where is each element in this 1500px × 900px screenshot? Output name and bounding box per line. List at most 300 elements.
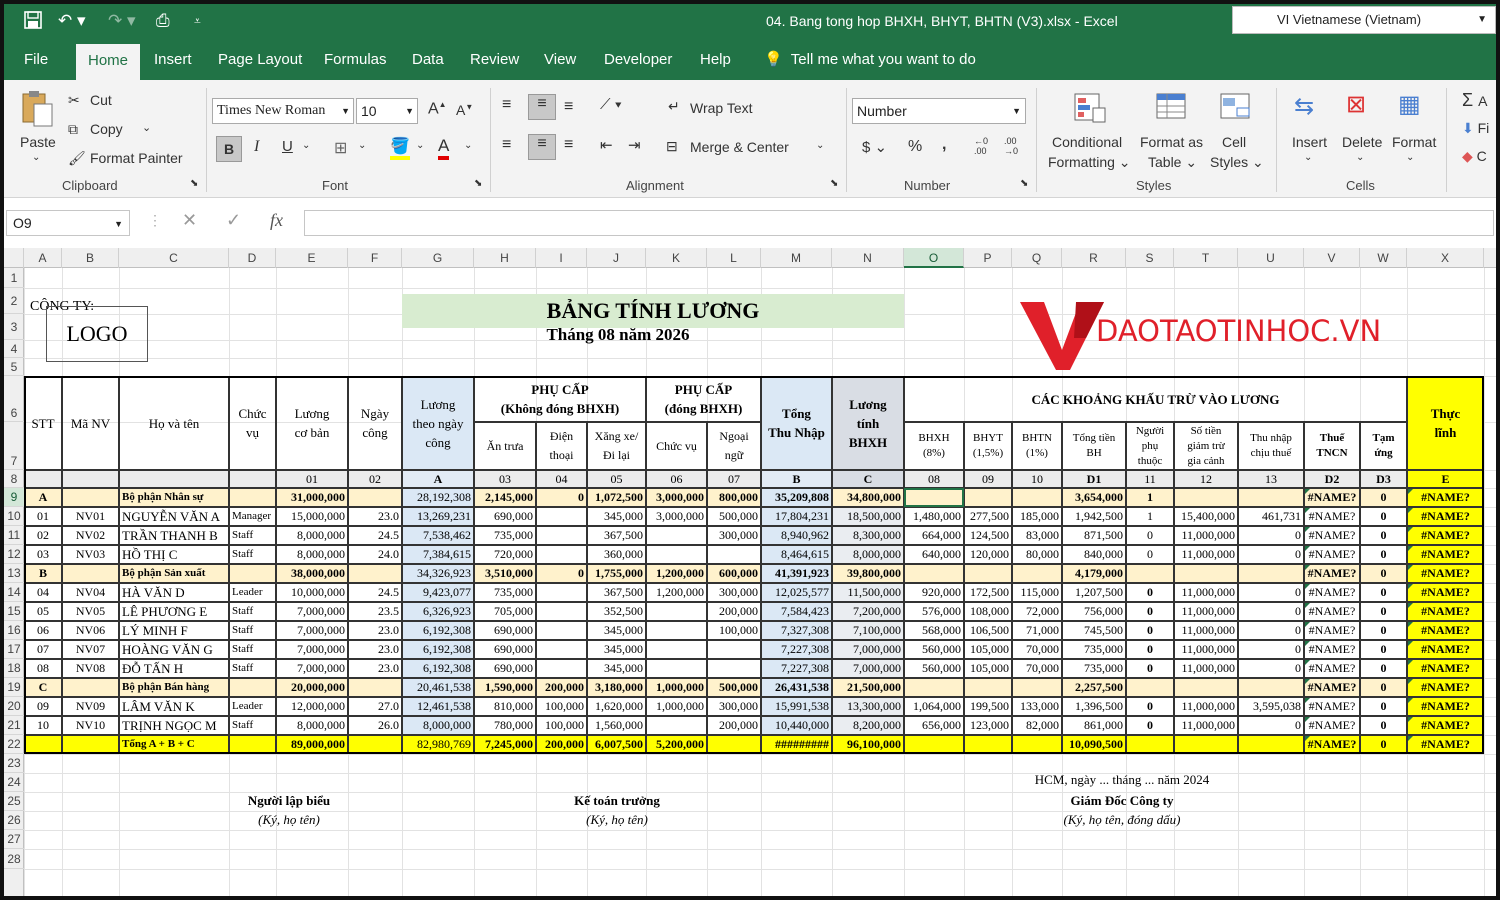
data-cell[interactable]: 0 — [1126, 526, 1174, 545]
data-cell[interactable]: 0 — [1360, 659, 1407, 678]
clear-icon[interactable]: ◆ C — [1462, 148, 1487, 164]
data-cell[interactable]: 05 — [24, 602, 62, 621]
data-cell[interactable]: #NAME? — [1304, 697, 1360, 716]
data-cell[interactable]: 72,000 — [1012, 602, 1062, 621]
data-cell[interactable]: 6,192,308 — [402, 640, 474, 659]
wrap-text-button[interactable]: Wrap Text — [690, 100, 753, 116]
data-cell[interactable]: #NAME? — [1304, 659, 1360, 678]
dialog-launcher-icon[interactable]: ⬊ — [474, 178, 483, 189]
data-cell[interactable]: 1,072,500 — [587, 488, 646, 507]
data-cell[interactable]: 9,423,077 — [402, 583, 474, 602]
data-cell[interactable]: 200,000 — [536, 735, 587, 754]
data-cell[interactable]: 8,000,000 — [832, 545, 904, 564]
code-cell[interactable]: 03 — [474, 470, 536, 488]
data-cell[interactable]: 0 — [1360, 697, 1407, 716]
data-cell[interactable]: 0 — [1126, 716, 1174, 735]
data-cell[interactable] — [1174, 735, 1238, 754]
row-header-17[interactable]: 17 — [4, 640, 24, 659]
data-cell[interactable]: HOÀNG VĂN G — [119, 640, 229, 659]
data-cell[interactable]: NV03 — [62, 545, 119, 564]
data-cell[interactable]: 24.0 — [348, 545, 402, 564]
data-cell[interactable]: 71,000 — [1012, 621, 1062, 640]
decrease-decimal-icon[interactable]: .00 →0 — [1004, 136, 1019, 156]
row-header-21[interactable]: 21 — [4, 716, 24, 735]
data-cell[interactable]: 0 — [1238, 526, 1304, 545]
data-cell[interactable]: 7,227,308 — [761, 659, 832, 678]
cell-styles-icon[interactable] — [1218, 92, 1254, 126]
data-cell[interactable]: 0 — [1126, 545, 1174, 564]
column-header-f[interactable]: F — [348, 248, 402, 268]
row-header-12[interactable]: 12 — [4, 545, 24, 564]
code-cell[interactable]: B — [761, 470, 832, 488]
data-cell[interactable]: 560,000 — [904, 659, 964, 678]
data-cell[interactable]: 6,192,308 — [402, 621, 474, 640]
format-button[interactable]: Format — [1392, 134, 1437, 150]
column-header-s[interactable]: S — [1126, 248, 1174, 268]
data-cell[interactable] — [707, 545, 761, 564]
code-cell[interactable]: 11 — [1126, 470, 1174, 488]
menu-view[interactable]: View — [544, 51, 577, 68]
paste-icon[interactable] — [20, 90, 54, 128]
format-cells-icon[interactable]: ▦ — [1398, 91, 1421, 118]
data-cell[interactable]: 10,090,500 — [1062, 735, 1126, 754]
row-header-27[interactable]: 27 — [4, 830, 24, 849]
code-cell[interactable] — [229, 470, 276, 488]
code-cell[interactable]: 13 — [1238, 470, 1304, 488]
data-cell[interactable]: 34,800,000 — [832, 488, 904, 507]
data-cell[interactable]: 199,500 — [964, 697, 1012, 716]
data-cell[interactable]: 4,179,000 — [1062, 564, 1126, 583]
chevron-down-icon[interactable]: ⌄ — [142, 122, 152, 134]
data-cell[interactable] — [536, 621, 587, 640]
paste-button[interactable]: Paste — [20, 134, 56, 150]
data-cell[interactable]: 100,000 — [536, 716, 587, 735]
data-cell[interactable]: 7,100,000 — [832, 621, 904, 640]
data-cell[interactable]: 11,000,000 — [1174, 602, 1238, 621]
column-header-u[interactable]: U — [1238, 248, 1304, 268]
data-cell[interactable]: 345,000 — [587, 507, 646, 526]
data-cell[interactable]: 8,300,000 — [832, 526, 904, 545]
data-cell[interactable]: 367,500 — [587, 583, 646, 602]
data-cell[interactable]: 8,940,962 — [761, 526, 832, 545]
data-cell[interactable]: 100,000 — [536, 697, 587, 716]
data-cell[interactable]: #NAME? — [1407, 621, 1484, 640]
data-cell[interactable] — [1174, 678, 1238, 697]
data-cell[interactable]: #NAME? — [1407, 659, 1484, 678]
redo-icon[interactable]: ↷ ▾ — [108, 11, 136, 30]
data-cell[interactable]: 6,007,500 — [587, 735, 646, 754]
data-cell[interactable]: 7,000,000 — [832, 640, 904, 659]
data-cell[interactable]: NV08 — [62, 659, 119, 678]
data-cell[interactable]: 735,000 — [1062, 640, 1126, 659]
row-header-18[interactable]: 18 — [4, 659, 24, 678]
dialog-launcher-icon[interactable]: ⬊ — [1020, 178, 1029, 189]
data-cell[interactable]: 7,384,615 — [402, 545, 474, 564]
row-header-2[interactable]: 2 — [4, 288, 24, 314]
formula-input[interactable] — [304, 210, 1494, 236]
data-cell[interactable]: Staff — [229, 526, 276, 545]
column-header-l[interactable]: L — [707, 248, 761, 268]
row-header-4[interactable]: 4 — [4, 340, 24, 358]
data-cell[interactable]: 11,500,000 — [832, 583, 904, 602]
chevron-down-icon[interactable]: ⌄ — [816, 140, 825, 151]
conditional-formatting-icon[interactable] — [1072, 92, 1108, 126]
data-cell[interactable]: 8,000,000 — [402, 716, 474, 735]
menu-page-layout[interactable]: Page Layout — [218, 51, 303, 68]
tell-me-search[interactable] — [764, 40, 976, 80]
data-cell[interactable] — [1126, 564, 1174, 583]
number-format-dropdown[interactable] — [852, 98, 1026, 124]
data-cell[interactable]: 0 — [1238, 716, 1304, 735]
data-cell[interactable] — [1174, 488, 1238, 507]
data-cell[interactable]: 690,000 — [474, 507, 536, 526]
data-cell[interactable]: 1,396,500 — [1062, 697, 1126, 716]
data-cell[interactable]: 690,000 — [474, 659, 536, 678]
column-header-q[interactable]: Q — [1012, 248, 1062, 268]
cut-icon[interactable]: ✂ — [68, 92, 80, 108]
data-cell[interactable]: 7,000,000 — [276, 659, 348, 678]
code-cell[interactable]: 01 — [276, 470, 348, 488]
data-cell[interactable]: 3,654,000 — [1062, 488, 1126, 507]
data-cell[interactable] — [536, 545, 587, 564]
data-cell[interactable] — [1126, 678, 1174, 697]
row-header-3[interactable]: 3 — [4, 314, 24, 340]
delete-button[interactable]: Delete — [1342, 134, 1383, 150]
copy-button[interactable]: Copy — [90, 121, 123, 137]
data-cell[interactable]: 0 — [1126, 697, 1174, 716]
code-cell[interactable] — [119, 470, 229, 488]
data-cell[interactable]: 861,000 — [1062, 716, 1126, 735]
data-cell[interactable]: 80,000 — [1012, 545, 1062, 564]
column-header-v[interactable]: V — [1304, 248, 1360, 268]
data-cell[interactable]: Manager — [229, 507, 276, 526]
menu-developer[interactable]: Developer — [604, 51, 673, 68]
data-cell[interactable]: 0 — [1238, 583, 1304, 602]
data-cell[interactable]: 2,145,000 — [474, 488, 536, 507]
code-cell[interactable]: D1 — [1062, 470, 1126, 488]
data-cell[interactable]: 70,000 — [1012, 640, 1062, 659]
format-painter-icon[interactable]: 🖌 — [68, 150, 86, 166]
data-cell[interactable]: 7,000,000 — [276, 621, 348, 640]
column-header-j[interactable]: J — [587, 248, 646, 268]
data-cell[interactable]: #NAME? — [1407, 735, 1484, 754]
data-cell[interactable]: NV07 — [62, 640, 119, 659]
data-cell[interactable]: 0 — [1360, 678, 1407, 697]
data-cell[interactable] — [646, 602, 707, 621]
row-header-14[interactable]: 14 — [4, 583, 24, 602]
data-cell[interactable]: 780,000 — [474, 716, 536, 735]
data-cell[interactable]: 0 — [1238, 640, 1304, 659]
cancel-icon[interactable]: ✕ — [182, 210, 198, 230]
column-header-t[interactable]: T — [1174, 248, 1238, 268]
insert-button[interactable]: Insert — [1292, 134, 1328, 150]
data-cell[interactable]: ######### — [761, 735, 832, 754]
data-cell[interactable]: 23.0 — [348, 507, 402, 526]
data-cell[interactable]: 560,000 — [904, 640, 964, 659]
data-cell[interactable]: 810,000 — [474, 697, 536, 716]
data-cell[interactable] — [348, 564, 402, 583]
data-cell[interactable]: 2,257,500 — [1062, 678, 1126, 697]
data-cell[interactable]: 34,326,923 — [402, 564, 474, 583]
fill-icon[interactable]: ⬇ Fi — [1462, 120, 1490, 136]
enter-icon[interactable]: ✓ — [226, 210, 242, 230]
increase-font-icon[interactable]: A▲ — [428, 100, 447, 118]
data-cell[interactable] — [964, 564, 1012, 583]
data-cell[interactable]: 800,000 — [707, 488, 761, 507]
data-cell[interactable]: #NAME? — [1407, 564, 1484, 583]
data-cell[interactable]: 24.5 — [348, 583, 402, 602]
menu-formulas[interactable]: Formulas — [324, 51, 387, 68]
data-cell[interactable]: 3,000,000 — [646, 488, 707, 507]
data-cell[interactable]: #NAME? — [1407, 507, 1484, 526]
align-top-icon[interactable]: ≡ — [502, 96, 512, 113]
data-cell[interactable]: #NAME? — [1407, 488, 1484, 507]
decrease-font-icon[interactable]: A▼ — [456, 102, 474, 118]
data-cell[interactable]: 0 — [1238, 659, 1304, 678]
data-cell[interactable] — [904, 678, 964, 697]
code-cell[interactable]: A — [402, 470, 474, 488]
align-bottom-icon[interactable]: ≡ — [564, 98, 574, 115]
data-cell[interactable]: 124,500 — [964, 526, 1012, 545]
column-header-o[interactable]: O — [904, 248, 964, 268]
column-header-b[interactable]: B — [62, 248, 119, 268]
data-cell[interactable]: 1,200,000 — [646, 564, 707, 583]
data-cell[interactable]: #NAME? — [1304, 735, 1360, 754]
data-cell[interactable] — [1012, 678, 1062, 697]
data-cell[interactable]: #NAME? — [1304, 640, 1360, 659]
italic-icon[interactable]: I — [254, 138, 260, 155]
chevron-down-icon[interactable]: ⌄ — [358, 140, 367, 151]
data-cell[interactable]: 7,227,308 — [761, 640, 832, 659]
data-cell[interactable]: 300,000 — [707, 526, 761, 545]
data-cell[interactable]: 0 — [536, 488, 587, 507]
align-right-icon[interactable]: ≡ — [564, 136, 574, 153]
data-cell[interactable]: NV05 — [62, 602, 119, 621]
data-cell[interactable]: 7,538,462 — [402, 526, 474, 545]
data-cell[interactable]: #NAME? — [1304, 716, 1360, 735]
increase-decimal-icon[interactable]: ←0 .00 — [974, 136, 989, 156]
data-cell[interactable]: 01 — [24, 507, 62, 526]
data-cell[interactable]: 24.5 — [348, 526, 402, 545]
insert-function-icon[interactable]: fx — [270, 210, 283, 230]
data-cell[interactable] — [904, 564, 964, 583]
data-cell[interactable] — [646, 640, 707, 659]
data-cell[interactable]: 06 — [24, 621, 62, 640]
data-cell[interactable]: 10,000,000 — [276, 583, 348, 602]
data-cell[interactable]: 720,000 — [474, 545, 536, 564]
data-cell[interactable] — [62, 735, 119, 754]
data-cell[interactable]: Staff — [229, 640, 276, 659]
row-header-24[interactable]: 24 — [4, 773, 24, 792]
data-cell[interactable]: 15,000,000 — [276, 507, 348, 526]
data-cell[interactable]: Bộ phận Sản xuất — [119, 564, 229, 583]
row-header-19[interactable]: 19 — [4, 678, 24, 697]
data-cell[interactable] — [1238, 735, 1304, 754]
active-cell[interactable] — [904, 488, 964, 507]
data-cell[interactable]: NV04 — [62, 583, 119, 602]
format-as-table-button-2[interactable]: Table ⌄ — [1148, 154, 1198, 170]
fill-color-icon[interactable]: 🪣 — [390, 136, 410, 160]
data-cell[interactable]: 83,000 — [1012, 526, 1062, 545]
data-cell[interactable]: 352,500 — [587, 602, 646, 621]
data-cell[interactable]: #NAME? — [1304, 678, 1360, 697]
data-cell[interactable] — [348, 678, 402, 697]
data-cell[interactable]: 8,000,000 — [276, 716, 348, 735]
code-cell[interactable] — [62, 470, 119, 488]
data-cell[interactable]: 31,000,000 — [276, 488, 348, 507]
data-cell[interactable] — [964, 488, 1012, 507]
data-cell[interactable]: 277,500 — [964, 507, 1012, 526]
data-cell[interactable]: 840,000 — [1062, 545, 1126, 564]
cell-styles-button[interactable] — [1222, 134, 1246, 150]
data-cell[interactable] — [536, 526, 587, 545]
cut-button[interactable]: Cut — [90, 92, 112, 108]
data-cell[interactable]: 115,000 — [1012, 583, 1062, 602]
data-cell[interactable]: 568,000 — [904, 621, 964, 640]
data-cell[interactable]: 0 — [1360, 583, 1407, 602]
data-cell[interactable]: 1,200,000 — [646, 583, 707, 602]
data-cell[interactable]: 28,192,308 — [402, 488, 474, 507]
data-cell[interactable]: 35,209,808 — [761, 488, 832, 507]
column-header-c[interactable]: C — [119, 248, 229, 268]
data-cell[interactable]: 345,000 — [587, 621, 646, 640]
data-cell[interactable]: #NAME? — [1304, 545, 1360, 564]
chevron-down-icon[interactable]: ⌄ — [464, 140, 473, 151]
row-header-10[interactable]: 10 — [4, 507, 24, 526]
data-cell[interactable]: 11,000,000 — [1174, 697, 1238, 716]
data-cell[interactable] — [904, 735, 964, 754]
chevron-down-icon[interactable]: ⌄ — [302, 140, 311, 151]
data-cell[interactable]: Tổng A + B + C — [119, 735, 229, 754]
data-cell[interactable] — [62, 564, 119, 583]
data-cell[interactable]: 100,000 — [707, 621, 761, 640]
data-cell[interactable]: 0 — [1360, 602, 1407, 621]
chevron-down-icon[interactable]: ⌄ — [1356, 152, 1365, 163]
font-size-dropdown[interactable] — [356, 98, 418, 124]
data-cell[interactable]: 0 — [1360, 716, 1407, 735]
menu-home[interactable]: Home — [76, 44, 140, 80]
data-cell[interactable]: 108,000 — [964, 602, 1012, 621]
data-cell[interactable]: 200,000 — [707, 602, 761, 621]
data-cell[interactable]: 18,500,000 — [832, 507, 904, 526]
data-cell[interactable] — [1012, 564, 1062, 583]
data-cell[interactable]: 10 — [24, 716, 62, 735]
data-cell[interactable]: 367,500 — [587, 526, 646, 545]
merge-center-button[interactable]: Merge & Center — [690, 139, 789, 155]
data-cell[interactable]: C — [24, 678, 62, 697]
data-cell[interactable]: 133,000 — [1012, 697, 1062, 716]
data-cell[interactable]: 70,000 — [1012, 659, 1062, 678]
data-cell[interactable] — [62, 678, 119, 697]
data-cell[interactable]: 1,590,000 — [474, 678, 536, 697]
increase-indent-icon[interactable]: ⇥ — [628, 137, 641, 154]
data-cell[interactable]: 1 — [1126, 488, 1174, 507]
data-cell[interactable]: 735,000 — [474, 526, 536, 545]
code-cell[interactable]: D3 — [1360, 470, 1407, 488]
dialog-launcher-icon[interactable]: ⬊ — [830, 178, 839, 189]
data-cell[interactable]: Staff — [229, 602, 276, 621]
data-cell[interactable]: 23.0 — [348, 621, 402, 640]
data-cell[interactable]: 7,000,000 — [276, 602, 348, 621]
data-cell[interactable]: 03 — [24, 545, 62, 564]
data-cell[interactable]: 13,300,000 — [832, 697, 904, 716]
decrease-indent-icon[interactable]: ⇤ — [600, 137, 613, 154]
column-header-x[interactable]: X — [1407, 248, 1484, 268]
data-cell[interactable]: 0 — [1238, 602, 1304, 621]
data-cell[interactable]: 23.0 — [348, 659, 402, 678]
data-cell[interactable]: 0 — [1126, 583, 1174, 602]
data-cell[interactable] — [1012, 488, 1062, 507]
data-cell[interactable] — [348, 488, 402, 507]
data-cell[interactable] — [646, 716, 707, 735]
data-cell[interactable]: 123,000 — [964, 716, 1012, 735]
data-cell[interactable]: 1,207,500 — [1062, 583, 1126, 602]
orientation-icon[interactable]: ⟋ ▾ — [600, 96, 622, 113]
code-cell[interactable]: 07 — [707, 470, 761, 488]
data-cell[interactable]: 3,180,000 — [587, 678, 646, 697]
data-cell[interactable]: 640,000 — [904, 545, 964, 564]
data-cell[interactable]: 11,000,000 — [1174, 716, 1238, 735]
data-cell[interactable]: 5,200,000 — [646, 735, 707, 754]
code-cell[interactable] — [24, 470, 62, 488]
data-cell[interactable]: 0 — [1126, 640, 1174, 659]
data-cell[interactable]: 105,000 — [964, 640, 1012, 659]
format-as-table-icon[interactable] — [1154, 92, 1190, 126]
data-cell[interactable]: #NAME? — [1304, 564, 1360, 583]
data-cell[interactable]: 3,000,000 — [646, 507, 707, 526]
data-cell[interactable] — [24, 735, 62, 754]
column-header-a[interactable]: A — [24, 248, 62, 268]
row-header-1[interactable]: 1 — [4, 268, 24, 288]
data-cell[interactable]: 8,200,000 — [832, 716, 904, 735]
data-cell[interactable]: TRẦN THANH B — [119, 526, 229, 545]
row-header-15[interactable]: 15 — [4, 602, 24, 621]
menu-file[interactable]: File — [24, 51, 49, 68]
data-cell[interactable] — [1174, 564, 1238, 583]
data-cell[interactable]: 705,000 — [474, 602, 536, 621]
menu-data[interactable]: Data — [412, 51, 444, 68]
data-cell[interactable]: Bộ phận Nhân sự — [119, 488, 229, 507]
row-header-23[interactable]: 23 — [4, 754, 24, 773]
data-cell[interactable]: 0 — [1360, 526, 1407, 545]
data-cell[interactable]: 105,000 — [964, 659, 1012, 678]
underline-icon[interactable]: U — [282, 138, 293, 155]
data-cell[interactable] — [348, 735, 402, 754]
align-middle-icon[interactable]: ≡ — [528, 94, 556, 120]
data-cell[interactable]: 0 — [1238, 621, 1304, 640]
data-cell[interactable]: 200,000 — [707, 716, 761, 735]
percent-icon[interactable]: % — [908, 138, 923, 155]
data-cell[interactable]: 20,461,538 — [402, 678, 474, 697]
data-cell[interactable]: 200,000 — [536, 678, 587, 697]
undo-icon[interactable]: ↶ ▾ — [58, 11, 86, 30]
data-cell[interactable]: 656,000 — [904, 716, 964, 735]
data-cell[interactable]: 39,800,000 — [832, 564, 904, 583]
data-cell[interactable]: 04 — [24, 583, 62, 602]
data-cell[interactable]: #NAME? — [1407, 545, 1484, 564]
format-painter-button[interactable]: Format Painter — [90, 150, 183, 166]
data-cell[interactable]: 300,000 — [707, 697, 761, 716]
data-cell[interactable]: Leader — [229, 697, 276, 716]
data-cell[interactable]: HỒ THỊ C — [119, 545, 229, 564]
row-header-6[interactable]: 6 — [4, 376, 24, 422]
data-cell[interactable]: 8,000,000 — [276, 526, 348, 545]
data-cell[interactable] — [1238, 564, 1304, 583]
data-cell[interactable]: 500,000 — [707, 507, 761, 526]
bold-icon[interactable]: B — [216, 136, 242, 162]
data-cell[interactable]: 08 — [24, 659, 62, 678]
data-cell[interactable]: 11,000,000 — [1174, 526, 1238, 545]
